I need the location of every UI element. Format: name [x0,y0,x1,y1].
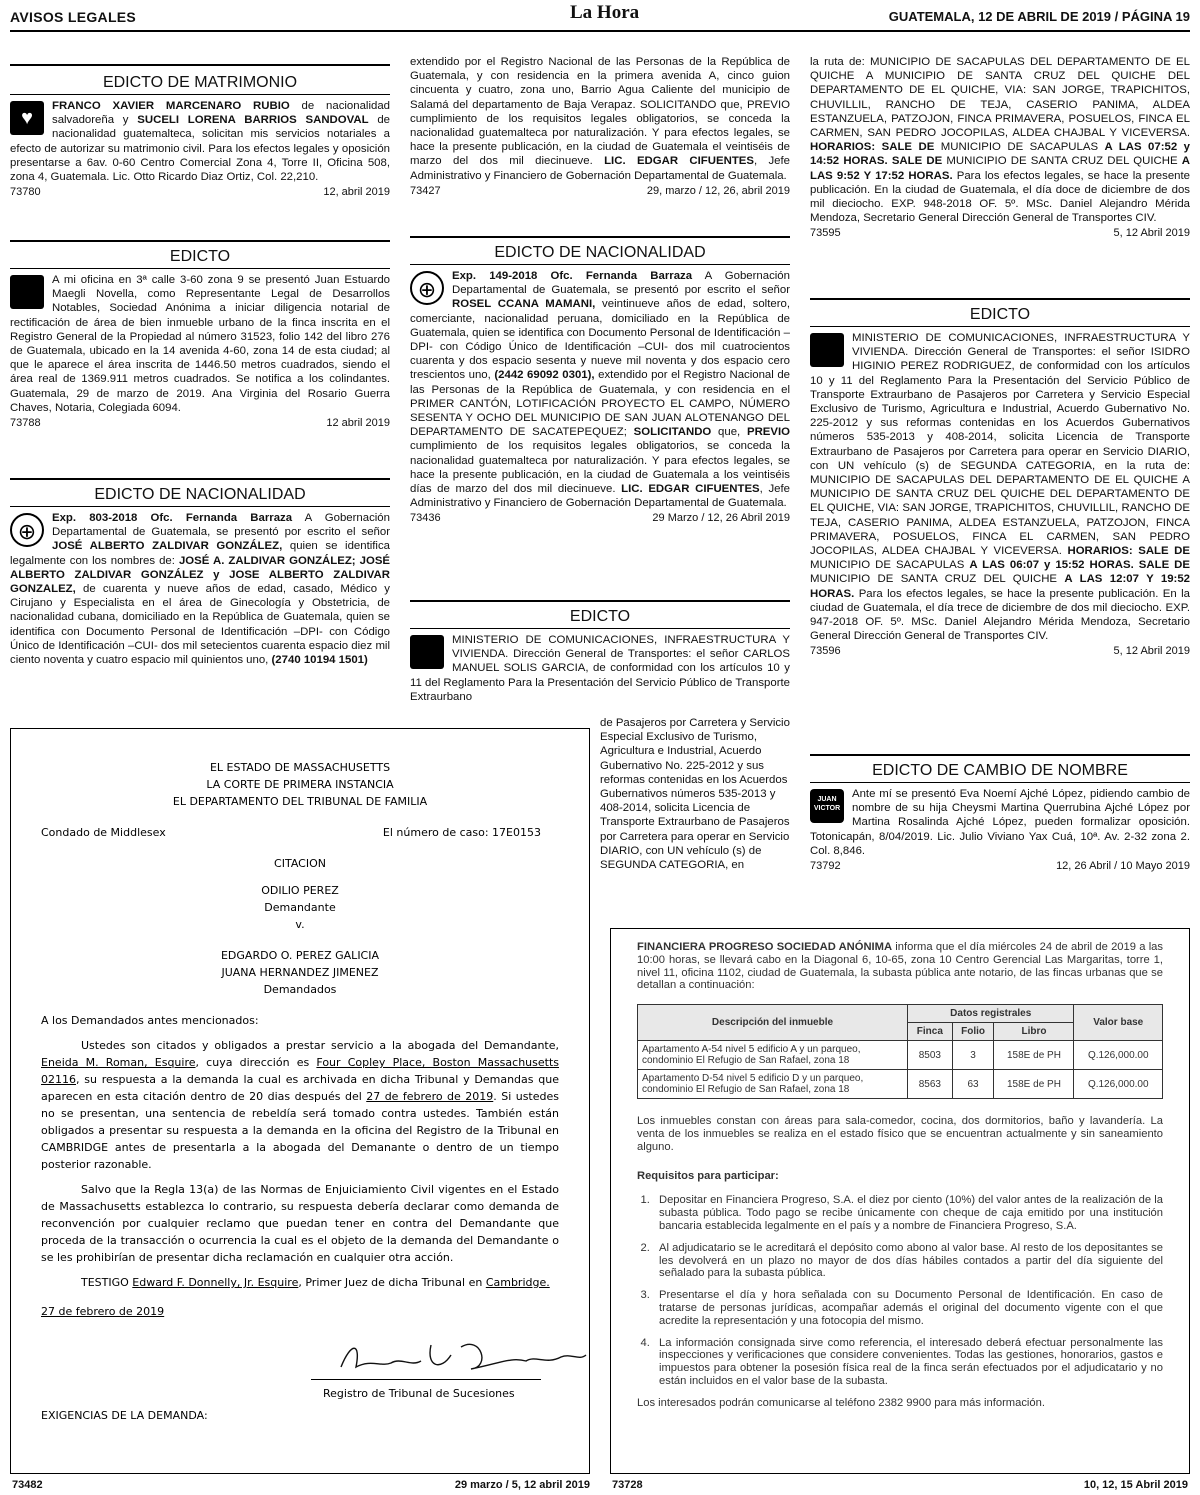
globe-icon: ⊕ [410,271,444,305]
case-info [41,824,559,841]
list-item: 2. Al adjudicatario se le acreditará el depósito como abono al valor base. Al resto de los depositantes se les devolverá en un plazo no mayor de dos días hábiles contados a partir del día siguiente del señalado para la subasta pública. [653,1242,1163,1280]
table-row: Apartamento D-54 nivel 5 edificio D y un parqueo, condominio El Refugio de San Rafael, zona 18 8563 63 158E de PH Q.126,000.00 [638,1070,1163,1099]
edict-date: 12, 26 Abril / 10 Mayo 2019 [1056,860,1190,873]
seal-icon [10,275,44,309]
county: Condado de Middlesex [41,826,166,839]
requirements-list [653,1194,1163,1387]
salutation: A los Demandados antes mencionados: [41,1014,259,1027]
edicto-cambio-nombre [810,754,1190,914]
edicto-nacionalidad-1-cont [410,55,790,230]
bottom-left-date: 29 marzo / 5, 12 abril 2019 [454,1479,590,1491]
edict-title: EDICTO DE CAMBIO DE NOMBRE [810,760,1190,783]
edict-number: 73596 [810,645,841,658]
edict-date: 5, 12 Abril 2019 [1113,227,1190,240]
edict-text: extendido por el Registro Nacional de las Personas de la República de Guatemala, y con residencia en la primera avenida A, cinco guion cincuenta y cuatro, zona uno, Barrio Agua Caliente del municipio de Salamá del departamento de Baja Verapaz. SOLICITANDO que, PREVIO cumplimiento de los requisitos legales obligatorios, se conceda la nacionalidad guatemalteca por naturalización. Y para efectos legales, se hace la presente publicación, en la ciudad de Guatemala el veintiséis de marzo del dos mil diecinueve. LIC. EDGAR CIFUENTES, Jefe Administrativo y Financiero de Gobernación Departamental de Guatemala. [410,56,790,182]
list-item: 4. La información consignada sirve como referencia, el interesado deberá efectuar personalmente las inspecciones y verificaciones que considere convenientes. Todas las gestiones, honorarios, gastos e impuestos para obtener la posesión física real de la finca serán efectuados por el adjudicatario y no están incluidos en el valor base de la subasta. [653,1337,1163,1388]
requirements-title: Requisitos para participar: [637,1169,779,1182]
parties: ODILIO PEREZ Demandante v. EDGARDO O. PEREZ GALICIA JUANA HERNANDEZ JIMENEZ Demandados [220,884,380,996]
edict-title: EDICTO DE NACIONALIDAD [10,484,390,507]
edict-title: EDICTO [410,606,790,629]
edict-text: ⊕ Exp. 803-2018 Ofc. Fernanda Barraza A Gobernación Departamental de Guatemala, se presentó por escrito el señor JOSÉ ALBERTO ZALDIVAR GONZÁLEZ, quien se identifica legalmente con los nombres de: JOSÉ A. ZALDIVAR GONZÁLEZ; JOSÉ ALBERTO ZALDIVAR GONZÁLEZ y JOSE ALBERTO ZALDIVAR GONZALEZ, de cuarenta y nueve años de edad, casado, Médico y Cirujano y Especialista en el área de Ginecología y Obstetricia, de nacionalidad cubana, domiciliado en la República de Guatemala, quien se identifica con Documento Personal de Identificación –DPI- con Código Único de Identificación –CUI- dos mil setecientos cuarenta espacio diez mil ciento noventa y cuatro espacio mil quinientos uno, (2740 10194 1501) [10,512,390,667]
financiera-notice [610,928,1190,1474]
citation-paragraph-2: Salvo que la Regla 13(a) de las Normas de Enjuiciamiento Civil vigentes en el Estado de Massachusetts establezca lo contrario, su respuesta debería declarar como demanda de reconvención por cualquier reclamo que puedan tener en contra del Demandante que proceda de la transacción o ocurrencia la cual es el objeto de la demanda del Demandante o se les prohibirían de presentar dicha reclamación en cualquier otra acción. [41,1183,559,1264]
property-table [637,1004,1163,1099]
edicto-transporte-3 [810,298,1190,753]
citation-witness: TESTIGO Edward F. Donnelly, Jr. Esquire, Primer Juez de dicha Tribunal en Cambridge. [81,1276,550,1289]
edict-date: 12 abril 2019 [326,417,390,430]
citation-paragraph-1: Ustedes son citados y obligados a prestar servicio a la abogada del Demandante, Eneida M. Roman, Esquire, cuya dirección es Four Copley Place, Boston Massachusetts 02116, su respuesta a la demanda la cual es archivada en dicha Tribunal y Demandas que aparecen en esta citación dentro de 20 dias después del 27 de febrero de 2019. Si ustedes no se presentan, una sentencia de rebeldía será tomado contra ustedes. También están obligados a presentar su respuesta a la demanda en la oficina del Registro de la Tribunal en CAMBRIDGE antes de presentarla a la abogada del Demanante o dentro de un tiempo posterior razonable. [41,1039,559,1171]
edicto-transporte-1 [410,600,790,710]
property-description: Los inmuebles constan con áreas para sala-comedor, cocina, dos dormitorios, baño y lavandería. La venta de los inmuebles se realiza en el estado físico que se encuentran actualmente y sin saneamiento alguno. [637,1115,1163,1153]
col-finca: Finca [908,1023,953,1041]
list-item: 3. Presentarse el día y hora señalada con su Documento Personal de Identificación. En caso de tratarse de personas jurídicas, acompañar además el original del documento vigente con el que acredite la representación y una fotocopia del mismo. [653,1289,1163,1327]
edict-footer [810,644,1190,658]
edict-number: 73780 [10,186,41,199]
globe-icon: ⊕ [10,513,44,547]
handwritten-signature [331,1337,591,1379]
edicto-nacionalidad-1 [10,478,390,710]
notary-logo-icon: JUAN VICTOR [810,789,844,823]
edict-number: 73788 [10,417,41,430]
edict-footer [10,185,390,199]
couple-icon: ♥ [10,101,44,135]
edict-number: 73427 [410,184,441,197]
edict-text: ♥ FRANCO XAVIER MARCENARO RUBIO de nacionalidad salvadoreña y SUCELI LORENA BARRIOS SANDOVAL de nacionalidad guatemalteca, solicitan mis servicios notariales a efecto de autorizar su matrimonio civil. Para los efectos legales y oposición presentarse a 6av. 0-60 Centro Comercial Zona 4, Torre II, Oficina 508, zona 4, Guatemala. Lic. Otto Ricardo Diaz Ortiz, Col. 22,210. [10,100,390,184]
edict-title: EDICTO DE MATRIMONIO [10,72,390,95]
contact-line: Los interesados podrán comunicarse al teléfono 2382 9900 para más información. [637,1396,1045,1409]
edict-footer [810,226,1190,240]
edict-number: 73595 [810,227,841,240]
newspaper-logo: La Hora [570,2,640,23]
demand-requirements: EXIGENCIAS DE LA DEMANDA: [41,1409,208,1422]
bottom-right-date: 10, 12, 15 Abril 2019 [1083,1479,1188,1491]
edict-text: la ruta de: MUNICIPIO DE SACAPULAS DEL DEPARTAMENTO DE EL QUICHE A MUNICIPIO DE SANTA CRUZ DEL QUICHE DEL DEPARTAMENTO DE EL QUICHE, VIA: SAN JORGE, TRAPICHITOS, CHUVILLIL, RANCHO DE TEJA, CASERIO PANIMA, ALDEA ESTANZUELA, PATZOJON, FINCA PRIMAVERA, POSUELOS, FINCA EL CARMEN, SAN PEDRO JOCOPILAS, ALDEA CHAJBAL Y VICEVERSA. HORARIOS: SALE DE MUNICIPIO DE SACAPULAS A LAS 07:52 y 14:52 HORAS. SALE DE MUNICIPIO DE SANTA CRUZ DEL QUICHE A LAS 9:52 Y 17:52 HORAS. Para los efectos legales, se hace la presente publicación. En la ciudad de Guatemala, el día doce de diciembre de dos mil dieciocho. EXP. 948-2018 OF. 5º. MSc. Daniel Alejandro Mérida Mendoza, Secretario General Dirección General de Transportes CIV. [810,56,1190,225]
seal-icon [810,333,844,367]
edict-footer [410,511,790,525]
bottom-left-number: 73482 [12,1479,43,1491]
edict-text: MINISTERIO DE COMUNICACIONES, INFRAESTRUCTURA Y VIVIENDA. Dirección General de Transportes: el señor ISIDRO HIGINIO PEREZ RODRIGUEZ, de conformidad con los artículos 10 y 11 del Reglamento Para la Presentación del Servicio Público de Transporte Extraurbano de Pasajeros por Carretera y Servicio Especial Exclusivo de Turismo, Agricultura e Industrial, Acuerdo Gubernativo No. 225-2012 y sus reformas contenidas en los Acuerdos Gubernativos números 535-2013 y 408-2014, solicita Licencia de Transporte Extraurbano de Pasajeros por Carretera para operar en Servicio DIARIO, con UN vehículo (s) de SEGUNDA CATEGORIA, en la ruta de: MUNICIPIO DE SACAPULAS DEL DEPARTAMENTO DE EL QUICHE A MUNICIPIO DE SANTA CRUZ DEL QUICHE DEL DEPARTAMENTO DE EL QUICHE, VIA: SAN JORGE, TRAPICHITOS, CHUVILLIL, RANCHO DE TEJA, CASERIO PANIMA, ALDEA ESTANZUELA, PATZOJON, FINCA PRIMAVERA, POSUELOS, FINCA EL CARMEN, SAN PEDRO JOCOPILAS, ALDEA CHAJBAL Y VICEVERSA. HORARIOS: SALE DE MUNICIPIO DE SACAPULAS A LAS 06:07 y 15:52 HORAS. SALE DE MUNICIPIO DE SANTA CRUZ DEL QUICHE A LAS 12:07 Y 19:52 HORAS. Para los efectos legales, se hace la presente publicación. En la ciudad de Guatemala, el día trece de diciembre de dos mil dieciocho. EXP. 947-2018 OF. 5º. MSc. Daniel Alejandro Mérida Mendoza, Secretario General Dirección General de Transportes CIV. [810,332,1190,643]
col-folio: Folio [952,1023,994,1041]
edict-number: 73792 [810,860,841,873]
col-valor: Valor base [1074,1005,1163,1041]
edict-text: MINISTERIO DE COMUNICACIONES, INFRAESTRUCTURA Y VIVIENDA. Dirección General de Transportes: el señor CARLOS MANUEL SOLIS GARCIA, de conformidad con los artículos 10 y 11 del Reglamento Para la Presentación del Servicio Público de Transporte Extraurbano [410,634,790,703]
edicto-rectificacion [10,240,390,470]
citation-title: CITACION [274,857,326,870]
auction-intro: FINANCIERA PROGRESO SOCIEDAD ANÓNIMA informa que el día miércoles 24 de abril de 2019 a las 10:00 horas, se llevará cabo en la Diagonal 6, 10-65, zona 10 Centro Gerencial Las Margaritas, torre 1, nivel 11, oficina 1102, ciudad de Guatemala, la subasta pública ante notario, de las fincas urbanas que se detallan a continuación: [637,941,1163,992]
edict-footer [810,859,1190,873]
edicto-transporte-1-cont [600,716,790,938]
page-header [10,2,1190,32]
page-date: GUATEMALA, 12 DE ABRIL DE 2019 / PÁGINA 19 [888,9,1190,24]
edict-text: de Pasajeros por Carretera y Servicio Especial Exclusivo de Turismo, Agricultura e Industrial, Acuerdo Gubernativo No. 225-2012 y sus reformas contenidas en los Acuerdos Gubernativos números 535-2013 y 408-2014, solicita Licencia de Transporte Extraurbano de Pasajeros por Carretera para operar en Servicio DIARIO, con UN vehículo (s) de SEGUNDA CATEGORIA, en [600,717,790,872]
list-item: 1. Depositar en Financiera Progreso, S.A. el diez por ciento (10%) del valor antes de la realización de la subasta pública. Todo pago se recibe únicamente con cheque de caja emitido por una institución bancaria establecida legalmente en el país y a nombre de Financiera Progreso, S.A. [653,1194,1163,1232]
edict-date: 29 Marzo / 12, 26 Abril 2019 [652,512,790,525]
seal-icon [410,635,444,669]
edicto-transporte-2-cont [810,55,1190,295]
case-number: El número de caso: 17E0153 [382,826,541,839]
court-header: EL ESTADO DE MASSACHUSETTS LA CORTE DE PRIMERA INSTANCIA EL DEPARTAMENTO DEL TRIBUNAL DE FAMILIA [172,761,428,808]
edict-date: 29, marzo / 12, 26, abril 2019 [646,184,790,197]
bottom-right-number: 73728 [612,1479,643,1491]
edicto-nacionalidad-2 [410,236,790,596]
col-datos: Datos registrales [908,1005,1074,1023]
col-desc: Descripción del inmueble [638,1005,908,1041]
registry-label: Registro de Tribunal de Sucesiones [323,1387,515,1400]
edict-title: EDICTO [810,304,1190,327]
edict-text: JUAN VICTOR Ante mí se presentó Eva Noemí Ajché López, pidiendo cambio de nombre de su hija Cheysmi Martina Querrubina Ajché López por Martina Rosalinda Ajché López, pueden formalizar oposición. Totonicapán, 8/04/2019. Lic. Julio Viviano Yax Cuá, 10ª. Av. 2-32 zona 2. Col. 8,846. [810,788,1190,857]
massachusetts-citation [10,728,590,1474]
edict-date: 12, abril 2019 [323,186,390,199]
edict-number: 73436 [410,512,441,525]
edicto-matrimonio [10,64,390,236]
edict-date: 5, 12 Abril 2019 [1113,645,1190,658]
section-title: AVISOS LEGALES [10,9,137,25]
edict-text: A mi oficina en 3ª calle 3-60 zona 9 se presentó Juan Estuardo Maegli Novella, como Representante Legal de Desarrollos Notables, Sociedad Anónima a iniciar diligencia notarial de rectificación de área de bien inmueble urbano de la finca inscrita en el Registro General de la Propiedad al número 31523, folio 142 del libro 276 de Guatemala, ubicado en la 14 avenida 4-60, zona 14 de esta ciudad; al que le aparece el área inscrita de 1446.50 metros cuadrados, siendo el área real de 1369.911 metros cuadrados. Se notifica a los colindantes. Guatemala, 29 de marzo de 2019. Ana Virginia del Rosario Guerra Chaves, Notaria, Colegiada 6094. [10,274,390,414]
signature-date: 27 de febrero de 2019 [41,1305,165,1318]
table-row: Apartamento A-54 nivel 5 edificio A y un parqueo, condominio El Refugio de San Rafael, zona 18 8503 3 158E de PH Q.126,000.00 [638,1041,1163,1070]
edict-title: EDICTO [10,246,390,269]
edict-footer [410,184,790,198]
edict-footer [10,416,390,430]
edict-text: ⊕ Exp. 149-2018 Ofc. Fernanda Barraza A Gobernación Departamental de Guatemala, se presentó por escrito el señor ROSEL CCANA MAMANI, veintinueve años de edad, soltero, comerciante, nacionalidad peruana, domiciliado en la República de Guatemala, quien se identifica con Documento Personal de Identificación –DPI- con Código Único de Identificación –CUI- dos mil cuatrocientos cuarenta y dos espacio sesenta y nueve mil noventa y dos espacio cero trescientos uno, (2442 69092 0301), extendido por el Registro Nacional de las Personas de la República de Guatemala, y con residencia en el PRIMER CANTÓN, LOTIFICACIÓN PROYECTO EL CAMPO, NÚMERO SESENTA Y OCHO DEL MUNICIPIO DE SAN JUAN ALOTENANGO DEL DEPARTAMENTO DE SACATEPEQUEZ; SOLICITANDO que, PREVIO cumplimiento de los requisitos legales obligatorios, se conceda la nacionalidad guatemalteca por naturalización. Y para efectos legales, se hace la presente publicación, en la ciudad de Guatemala a los veintiséis días de marzo del dos mil diecinueve. LIC. EDGAR CIFUENTES, Jefe Administrativo y Financiero de Gobernación Departamental de Guatemala. [410,270,790,510]
col-libro: Libro [994,1023,1074,1041]
edict-title: EDICTO DE NACIONALIDAD [410,242,790,265]
